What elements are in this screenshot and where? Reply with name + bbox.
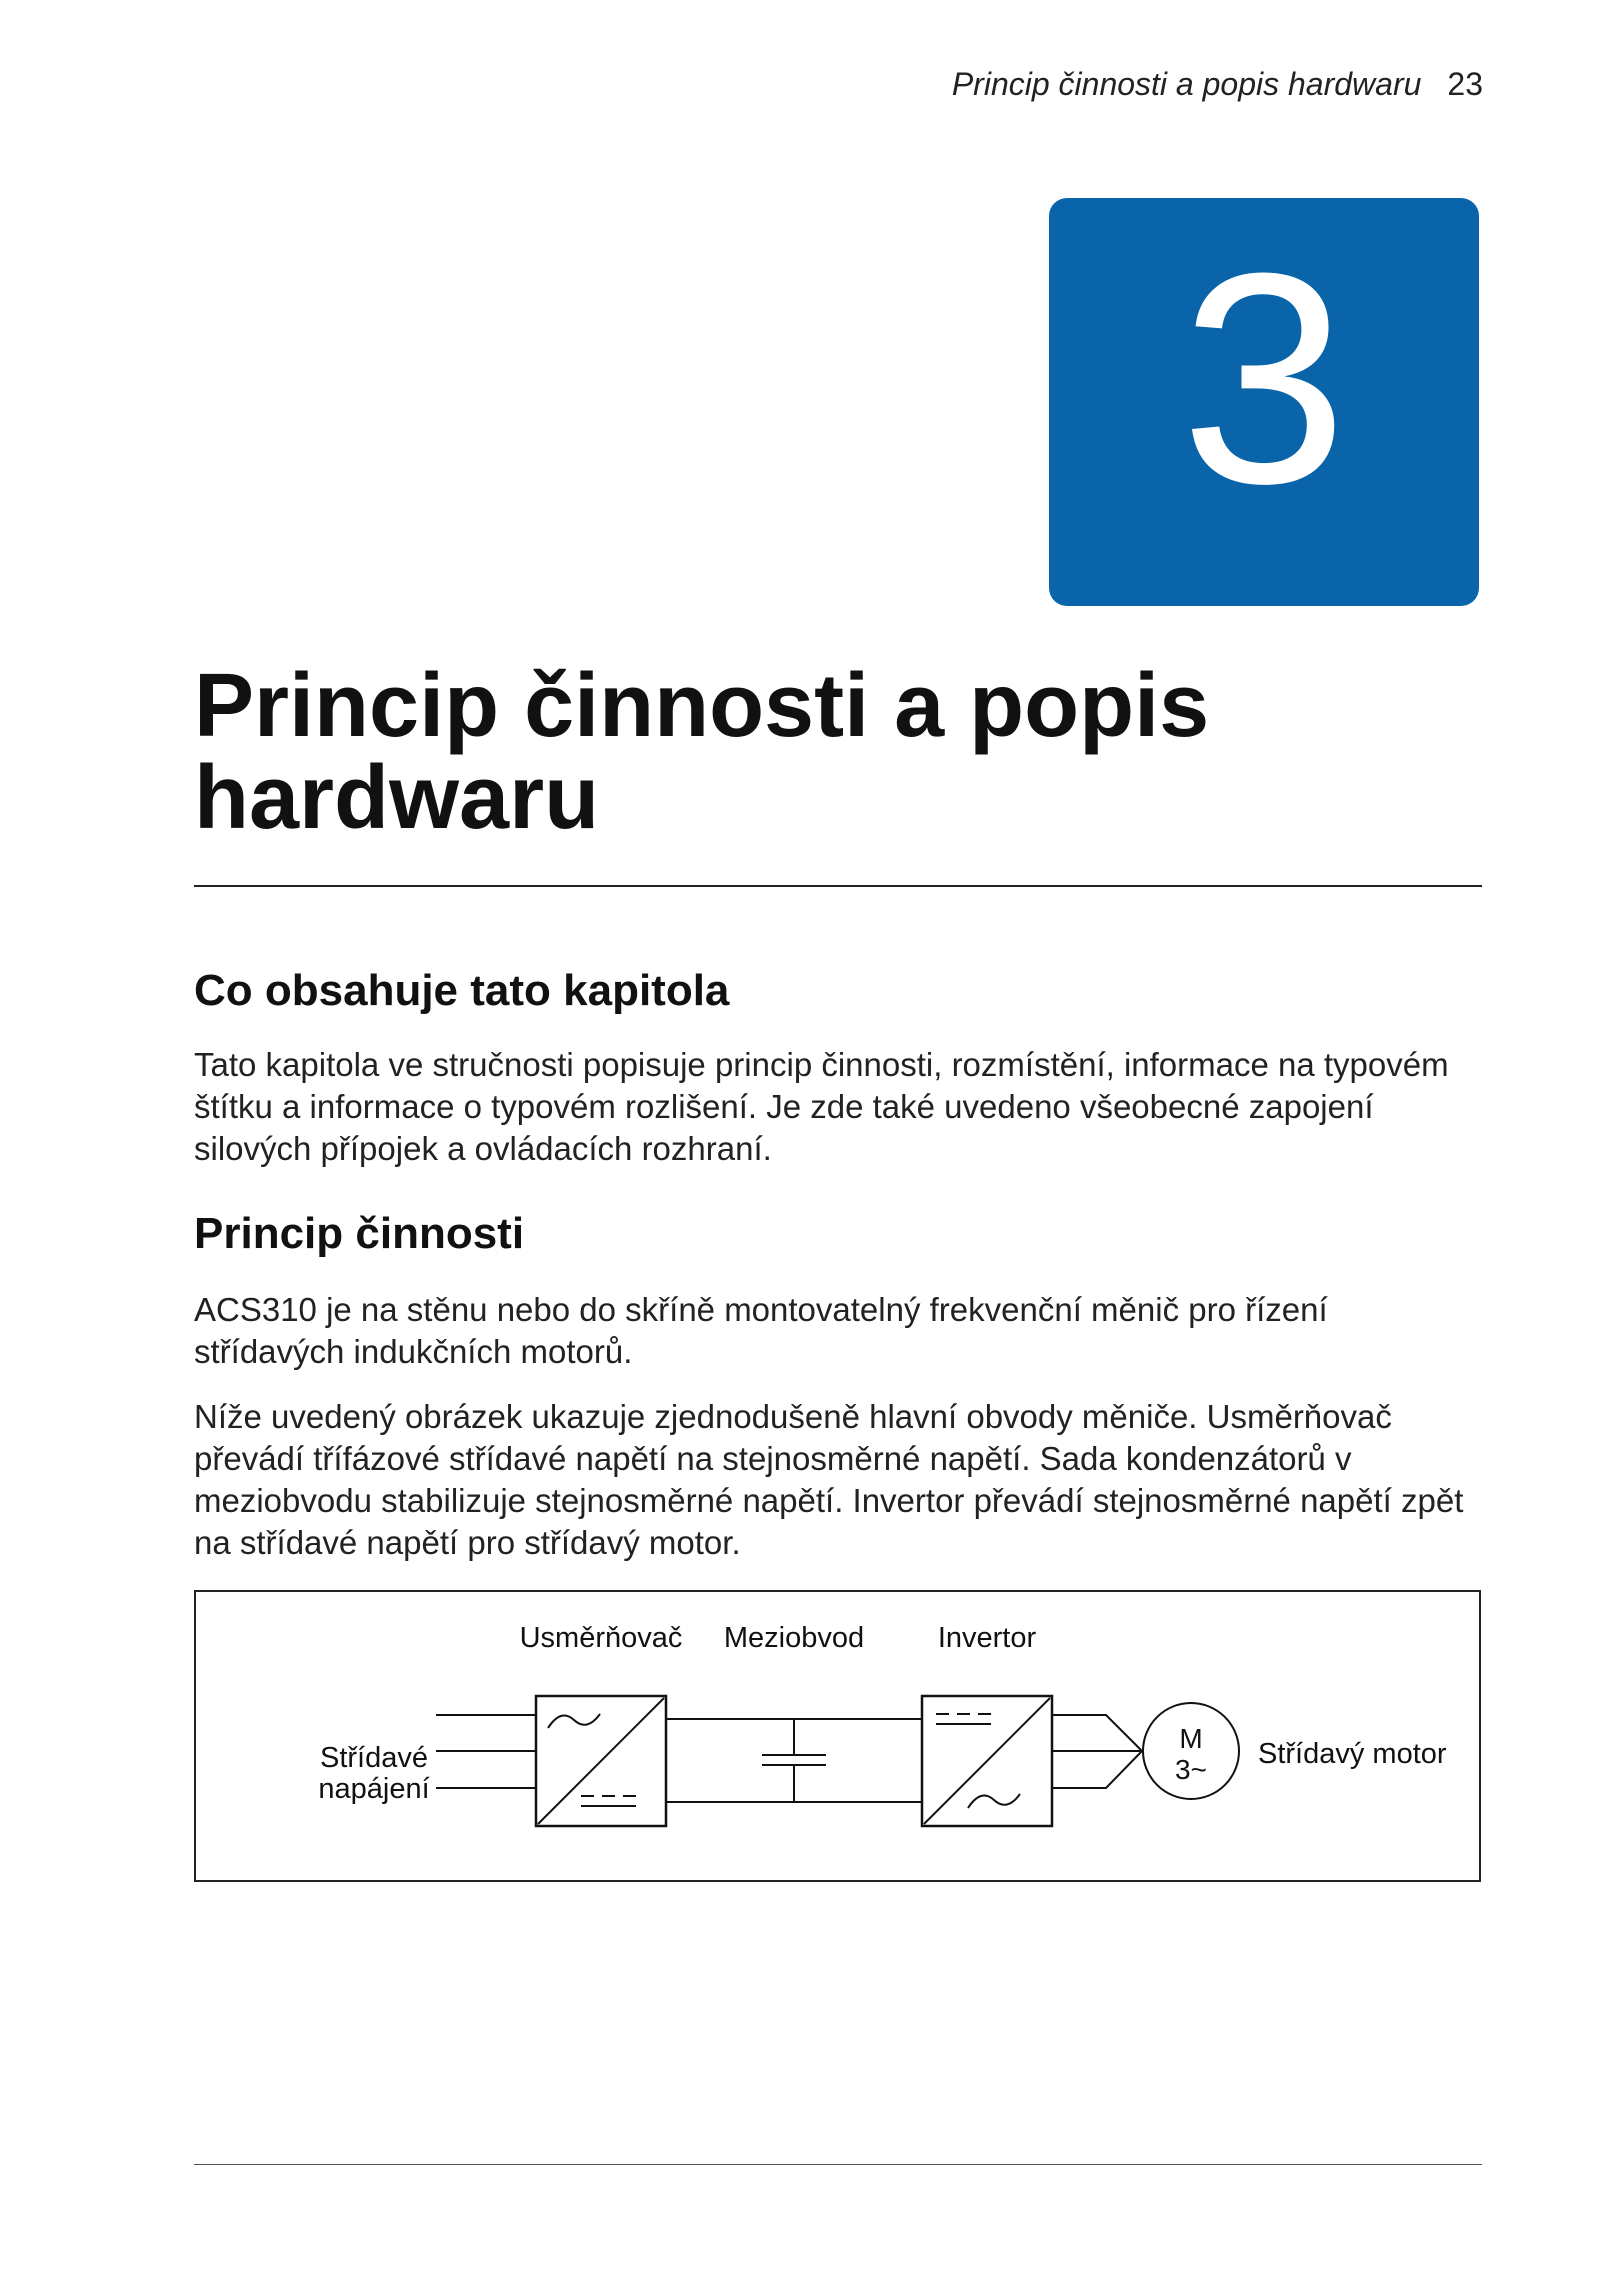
page-number: 23 [1447, 66, 1483, 102]
chapter-title: Princip činnosti a popis hardwaru [194, 656, 1210, 848]
label-inverter: Invertor [937, 1622, 1037, 1654]
title-divider [194, 885, 1482, 887]
section-heading-chapter-contents: Co obsahuje tato kapitola [194, 966, 730, 1015]
chapter-number-badge [1049, 198, 1479, 606]
label-rectifier: Usměrňovač [519, 1622, 683, 1654]
main-circuit-diagram [194, 1590, 1481, 1882]
chapter-number: 3 [1180, 210, 1348, 546]
label-supply-line2: napájení [318, 1773, 430, 1805]
section-heading-operating-principle: Princip činnosti [194, 1209, 525, 1258]
motor-symbol-phase: 3~ [1175, 1754, 1207, 1785]
section-paragraph-chapter-contents: Tato kapitola ve stručnosti popisuje princip činnosti, rozmístění, informace na typovém štítku a informace o typovém rozlišení. Je zde také uvedeno všeobecné zapojení silových přípojek a ovládacích rozhraní. [194, 1046, 1449, 1167]
section-paragraph-main-circuit: Níže uvedený obrázek ukazuje zjednodušeně hlavní obvody měniče. Usměrňovač převádí třífázové střídavé napětí na stejnosměrné napětí. Sada kondenzátorů v meziobvodu stabilizuje stejnosměrné napětí. Invertor převádí stejnosměrné napětí zpět na střídavé napětí pro střídavý motor. [194, 1398, 1464, 1561]
label-motor: Střídavý motor [1258, 1738, 1447, 1770]
motor-symbol-m: M [1179, 1723, 1203, 1754]
running-title: Princip činnosti a popis hardwaru [951, 66, 1422, 102]
section-paragraph-drive-intro: ACS310 je na stěnu nebo do skříně montovatelný frekvenční měnič pro řízení střídavých indukčních motorů. [194, 1291, 1328, 1370]
label-supply-line1: Střídavé [320, 1742, 428, 1774]
footer-divider [194, 2164, 1482, 2165]
label-dc-link: Meziobvod [723, 1622, 865, 1654]
running-header [952, 66, 1483, 103]
